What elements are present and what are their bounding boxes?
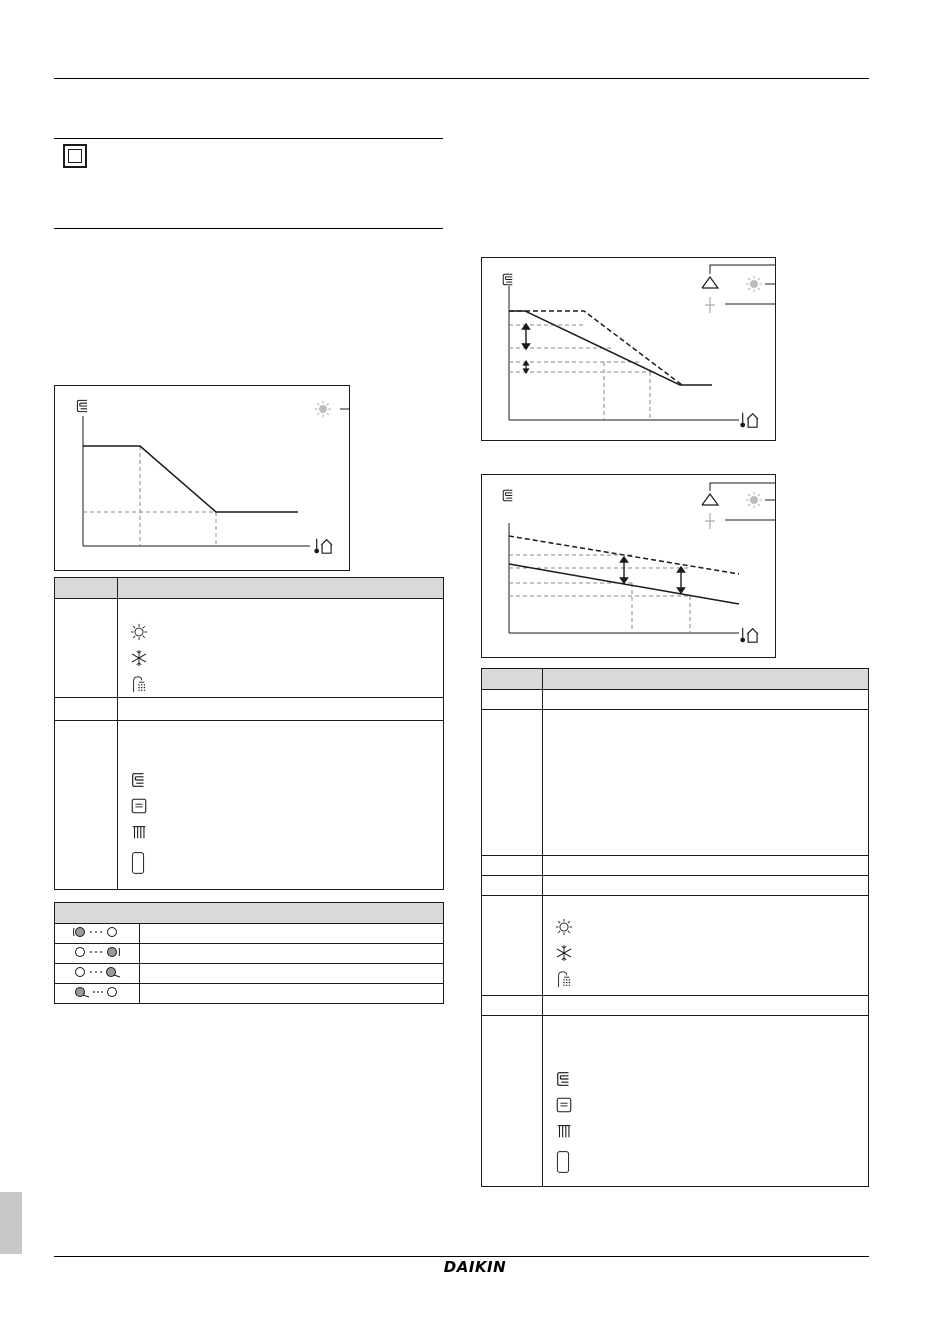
daikin-logo: DAIKIN — [443, 1258, 507, 1276]
grid-lines — [509, 555, 690, 633]
note-bottom-rule — [54, 228, 443, 229]
underfloor-heating-icon — [130, 771, 148, 789]
heating-curve-line — [83, 446, 298, 512]
header-rule — [54, 78, 869, 79]
slope-arrow — [523, 324, 530, 349]
heating-curve-chart-slope — [481, 257, 776, 441]
underfloor-heating-icon — [77, 400, 87, 411]
outdoor-to-additional-zone-icon — [55, 964, 140, 984]
underfloor-heating-icon — [503, 274, 512, 285]
heating-sun-icon — [130, 623, 148, 641]
main-zone-to-outdoor-icon — [55, 924, 140, 944]
outdoor-to-main-zone-icon — [55, 944, 140, 964]
slope-icon — [702, 277, 718, 288]
domestic-hot-water-icon — [555, 970, 573, 988]
radiator-icon — [130, 823, 148, 841]
grid-lines — [509, 325, 652, 420]
hot-water-tank-icon — [555, 1149, 571, 1175]
offset-icon — [705, 297, 715, 313]
fan-coil-unit-icon — [555, 1096, 573, 1114]
outdoor-temperature-icon — [740, 413, 758, 427]
footer-rule — [54, 1256, 869, 1257]
outdoor-temperature-icon — [740, 628, 758, 642]
grid-lines — [83, 446, 216, 546]
offset-arrow — [524, 361, 529, 373]
slope-icon — [702, 494, 718, 505]
info-icon — [63, 144, 87, 168]
table-left-1 — [54, 577, 444, 890]
fan-coil-unit-icon — [130, 797, 148, 815]
cooling-snowflake-icon — [555, 944, 573, 962]
offset-arrow-2 — [678, 567, 685, 593]
heating-curve-chart-offset — [481, 474, 776, 658]
heating-sun-icon — [555, 918, 573, 936]
radiator-icon — [555, 1122, 573, 1140]
table-right — [481, 668, 869, 1187]
axes — [509, 286, 739, 420]
heating-sun-icon — [315, 401, 331, 417]
callout-lines — [710, 483, 775, 520]
offset-icon — [705, 513, 715, 529]
additional-zone-to-outdoor-icon — [55, 984, 140, 1004]
hot-water-tank-icon — [130, 850, 146, 876]
callout-lines — [710, 265, 775, 304]
domestic-hot-water-icon — [130, 675, 148, 693]
outdoor-temperature-icon — [314, 539, 332, 553]
offset-arrow-1 — [621, 557, 628, 583]
heating-sun-icon — [746, 492, 762, 508]
underfloor-heating-icon — [555, 1070, 573, 1088]
table-left-2 — [54, 902, 444, 1004]
underfloor-heating-icon — [503, 490, 512, 501]
note-top-rule — [54, 138, 443, 139]
side-tab — [0, 1192, 22, 1254]
cooling-snowflake-icon — [130, 649, 148, 667]
heating-sun-icon — [746, 276, 762, 292]
heating-curve-chart-main — [54, 385, 350, 571]
axes — [83, 416, 310, 546]
